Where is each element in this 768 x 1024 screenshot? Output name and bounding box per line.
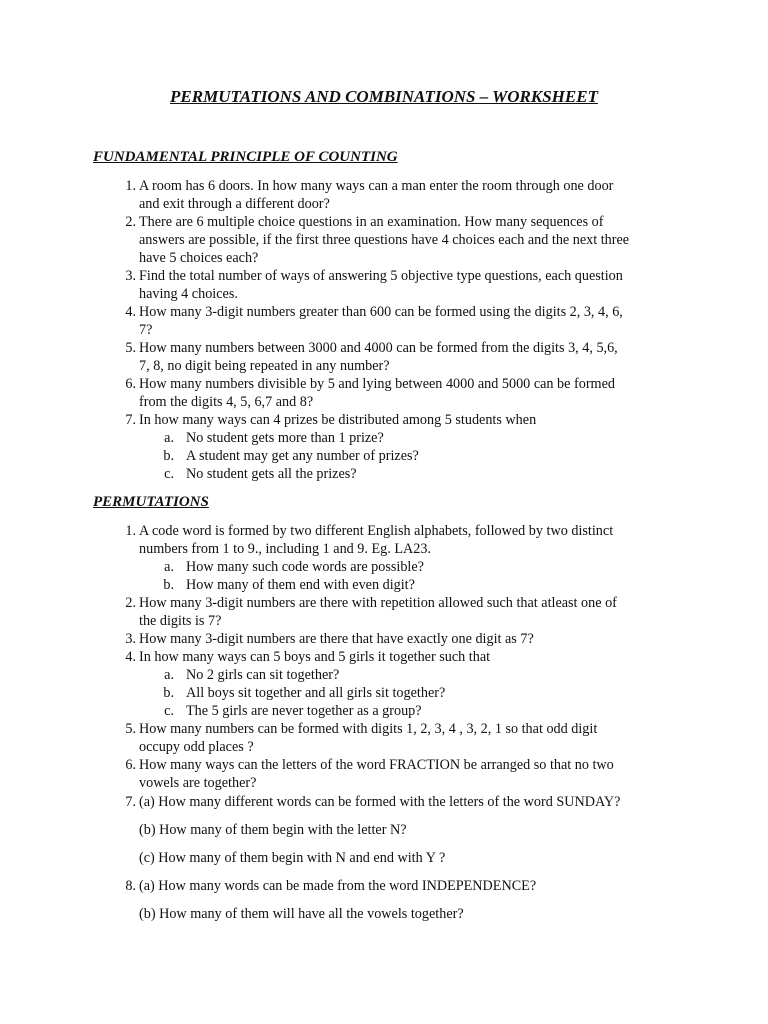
sub-question-text: No student gets all the prizes? xyxy=(186,466,357,482)
sub-question-label: c. xyxy=(164,466,174,482)
sub-question-text: All boys sit together and all girls sit together? xyxy=(186,685,446,701)
question-number: 1. xyxy=(125,178,136,194)
question-text: A room has 6 doors. In how many ways can a man enter the room through one door xyxy=(139,178,614,194)
question-number: 6. xyxy=(125,757,136,773)
question-number: 6. xyxy=(125,376,136,392)
question-text: have 5 choices each? xyxy=(139,250,259,266)
sub-question-text: How many of them end with even digit? xyxy=(186,577,415,593)
question-number: 5. xyxy=(125,721,136,737)
question-number: 3. xyxy=(125,268,136,284)
sub-question-text: How many such code words are possible? xyxy=(186,559,424,575)
question-number: 7. xyxy=(125,412,136,428)
section-heading-permutations: PERMUTATIONS xyxy=(93,494,209,510)
sub-question-label: a. xyxy=(164,430,174,446)
question-text: 7, 8, no digit being repeated in any number? xyxy=(139,358,390,374)
question-part-text: (c) How many of them begin with N and end with Y ? xyxy=(139,850,446,866)
question-number: 5. xyxy=(125,340,136,356)
question-text: How many numbers between 3000 and 4000 can be formed from the digits 3, 4, 5,6, xyxy=(139,340,618,356)
question-number: 2. xyxy=(125,595,136,611)
question-text: There are 6 multiple choice questions in an examination. How many sequences of xyxy=(139,214,604,230)
question-text: (a) How many words can be made from the word INDEPENDENCE? xyxy=(139,878,537,894)
section-heading-counting: FUNDAMENTAL PRINCIPLE OF COUNTING xyxy=(93,149,398,165)
question-text: and exit through a different door? xyxy=(139,196,330,212)
question-number: 3. xyxy=(125,631,136,647)
question-part-text: (b) How many of them will have all the vowels together? xyxy=(139,906,464,922)
sub-question-label: b. xyxy=(163,577,174,593)
question-text: In how many ways can 5 boys and 5 girls it together such that xyxy=(139,649,491,665)
sub-question-label: a. xyxy=(164,559,174,575)
question-number: 2. xyxy=(125,214,136,230)
question-text: answers are possible, if the first three questions have 4 choices each and the next three xyxy=(139,232,630,248)
question-text: How many ways can the letters of the word FRACTION be arranged so that no two xyxy=(139,757,614,773)
question-number: 8. xyxy=(125,878,136,894)
page-title: PERMUTATIONS AND COMBINATIONS – WORKSHEET xyxy=(170,87,598,106)
question-number: 4. xyxy=(125,304,136,320)
question-text: How many 3-digit numbers are there with repetition allowed such that atleast one of xyxy=(139,595,617,611)
sub-question-text: No student gets more than 1 prize? xyxy=(186,430,384,446)
question-text: from the digits 4, 5, 6,7 and 8? xyxy=(139,394,314,410)
sub-question-label: b. xyxy=(163,448,174,464)
question-text: 7? xyxy=(139,322,153,338)
sub-question-text: The 5 girls are never together as a group? xyxy=(186,703,422,719)
question-number: 4. xyxy=(125,649,136,665)
question-text: occupy odd places ? xyxy=(139,739,254,755)
question-text: vowels are together? xyxy=(139,775,257,791)
question-text: How many 3-digit numbers are there that have exactly one digit as 7? xyxy=(139,631,534,647)
question-text: How many 3-digit numbers greater than 600 can be formed using the digits 2, 3, 4, 6, xyxy=(139,304,623,320)
question-part-text: (b) How many of them begin with the letter N? xyxy=(139,822,407,838)
question-text: How many numbers divisible by 5 and lying between 4000 and 5000 can be formed xyxy=(139,376,615,392)
question-text: (a) How many different words can be formed with the letters of the word SUNDAY? xyxy=(139,794,621,810)
question-text: numbers from 1 to 9., including 1 and 9. Eg. LA23. xyxy=(139,541,431,557)
sub-question-label: b. xyxy=(163,685,174,701)
question-number: 1. xyxy=(125,523,136,539)
sub-question-label: a. xyxy=(164,667,174,683)
question-text: Find the total number of ways of answering 5 objective type questions, each question xyxy=(139,268,623,284)
sub-question-text: No 2 girls can sit together? xyxy=(186,667,340,683)
question-text: A code word is formed by two different English alphabets, followed by two distinct xyxy=(139,523,614,539)
question-text: having 4 choices. xyxy=(139,286,238,302)
sub-question-text: A student may get any number of prizes? xyxy=(186,448,419,464)
question-text: the digits is 7? xyxy=(139,613,222,629)
question-text: In how many ways can 4 prizes be distributed among 5 students when xyxy=(139,412,537,428)
sub-question-label: c. xyxy=(164,703,174,719)
question-number: 7. xyxy=(125,794,136,810)
question-text: How many numbers can be formed with digits 1, 2, 3, 4 , 3, 2, 1 so that odd digit xyxy=(139,721,598,737)
